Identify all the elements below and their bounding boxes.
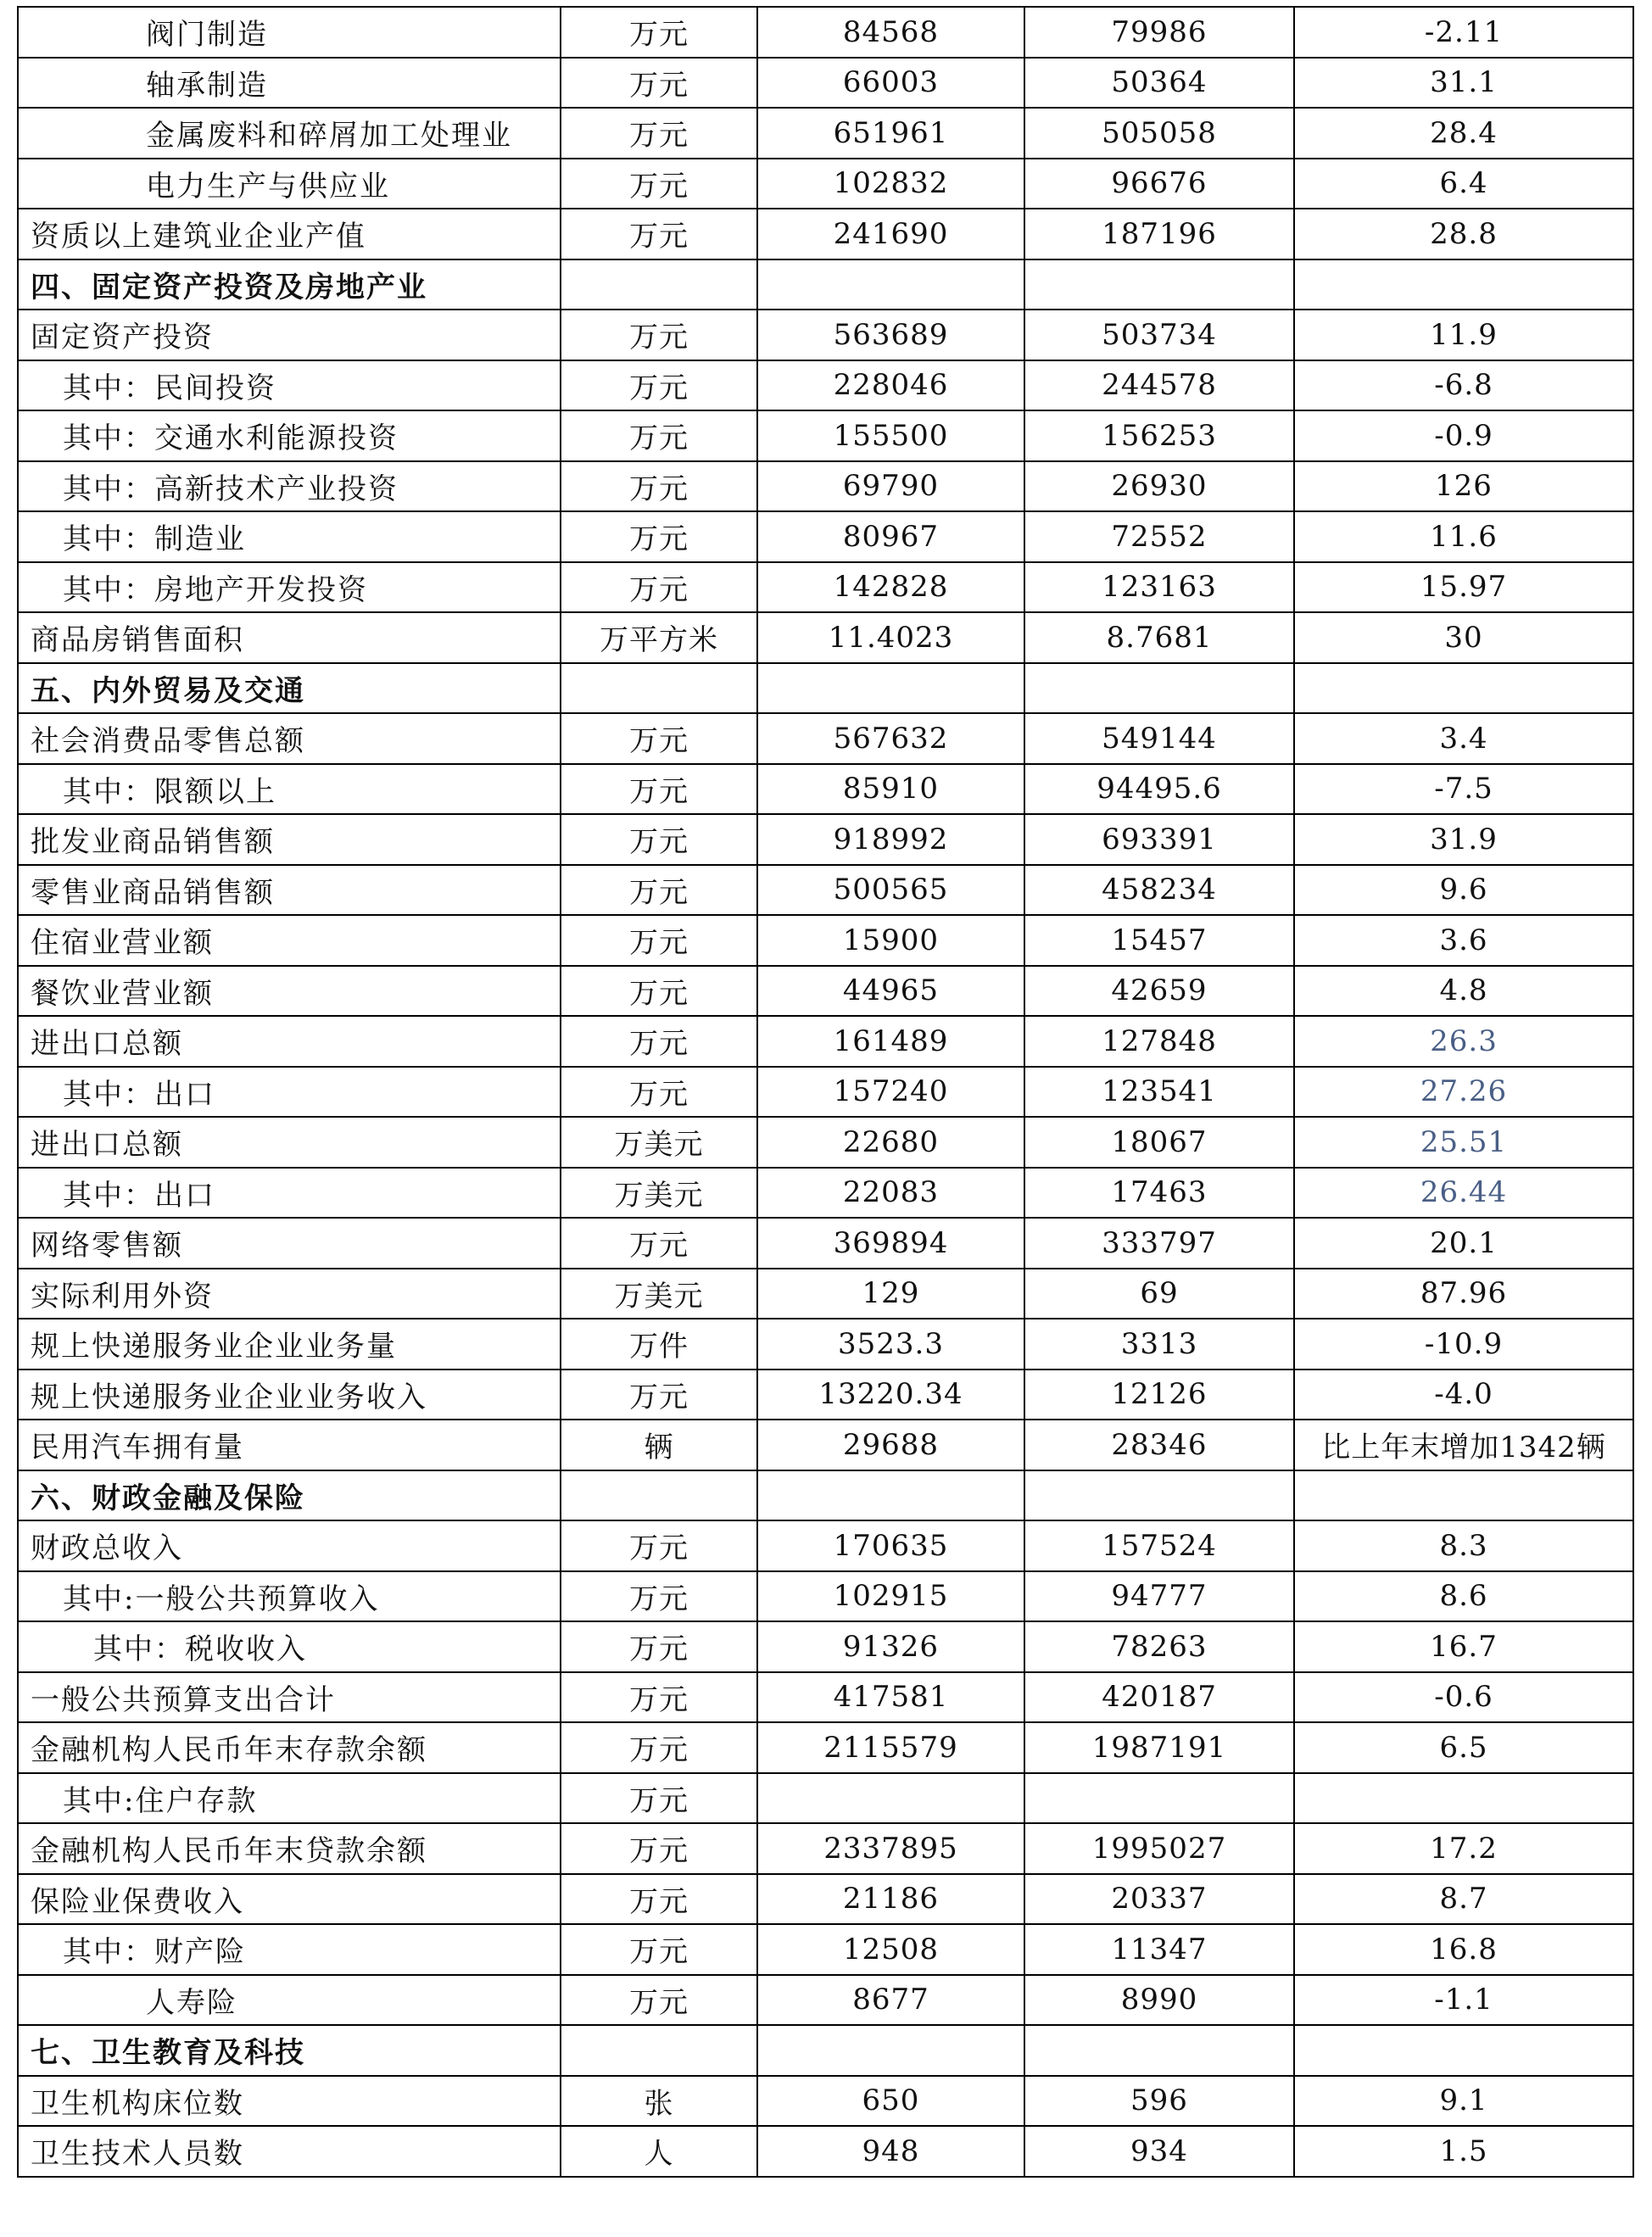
- current-value-cell: 91326: [757, 1621, 1024, 1672]
- previous-value-cell: [1024, 259, 1294, 310]
- current-value-cell: [757, 1773, 1024, 1824]
- row-label: 规上快递服务业企业业务收入: [18, 1370, 561, 1420]
- unit-cell: 万元: [561, 209, 757, 259]
- unit-cell: 万元: [561, 7, 757, 58]
- current-value-cell: 157240: [757, 1067, 1024, 1118]
- table-row: [18, 1420, 1633, 1470]
- previous-value-cell: 549144: [1024, 713, 1294, 764]
- row-label: 六、财政金融及保险: [18, 1470, 561, 1521]
- table-row: [18, 2076, 1633, 2127]
- growth-cell: 6.4: [1294, 159, 1633, 209]
- unit-cell: 万元: [561, 511, 757, 562]
- row-label: 零售业商品销售额: [18, 865, 561, 916]
- row-label: 其中：房地产开发投资: [18, 562, 561, 613]
- table-row: [18, 1117, 1633, 1168]
- growth-cell: 6.5: [1294, 1722, 1633, 1773]
- previous-value-cell: 28346: [1024, 1420, 1294, 1470]
- row-label: 人寿险: [18, 1975, 561, 2026]
- row-label: 四、固定资产投资及房地产业: [18, 259, 561, 310]
- table-row: [18, 2126, 1633, 2177]
- previous-value-cell: 50364: [1024, 58, 1294, 109]
- row-label: 五、内外贸易及交通: [18, 663, 561, 714]
- unit-cell: 万美元: [561, 1269, 757, 1319]
- row-label: 卫生技术人员数: [18, 2126, 561, 2177]
- unit-cell: 万美元: [561, 1117, 757, 1168]
- unit-cell: 万元: [561, 1672, 757, 1723]
- row-label: 金属废料和碎屑加工处理业: [18, 108, 561, 159]
- growth-cell: [1294, 2025, 1633, 2076]
- row-label: 其中:住户存款: [18, 1773, 561, 1824]
- row-label: 阀门制造: [18, 7, 561, 58]
- growth-cell: 26.44: [1294, 1168, 1633, 1219]
- current-value-cell: 11.4023: [757, 612, 1024, 663]
- row-label: 保险业保费收入: [18, 1874, 561, 1925]
- unit-cell: 万元: [561, 1773, 757, 1824]
- current-value-cell: [757, 2025, 1024, 2076]
- current-value-cell: 22083: [757, 1168, 1024, 1219]
- section-header-row: [18, 259, 1633, 310]
- growth-cell: 25.51: [1294, 1117, 1633, 1168]
- table-row: [18, 7, 1633, 58]
- previous-value-cell: 244578: [1024, 360, 1294, 411]
- previous-value-cell: [1024, 663, 1294, 714]
- current-value-cell: 80967: [757, 511, 1024, 562]
- growth-cell: 8.3: [1294, 1520, 1633, 1571]
- unit-cell: 万元: [561, 1067, 757, 1118]
- current-value-cell: 84568: [757, 7, 1024, 58]
- unit-cell: 万美元: [561, 1168, 757, 1219]
- growth-cell: 27.26: [1294, 1067, 1633, 1118]
- table-row: [18, 310, 1633, 360]
- row-label: 住宿业营业额: [18, 915, 561, 966]
- current-value-cell: [757, 663, 1024, 714]
- table-row: [18, 865, 1633, 916]
- current-value-cell: 2337895: [757, 1823, 1024, 1874]
- table-row: [18, 1520, 1633, 1571]
- previous-value-cell: 123163: [1024, 562, 1294, 613]
- unit-cell: 万元: [561, 814, 757, 865]
- table-row: [18, 1672, 1633, 1723]
- unit-cell: 万元: [561, 1571, 757, 1622]
- current-value-cell: 241690: [757, 209, 1024, 259]
- growth-cell: -0.6: [1294, 1672, 1633, 1723]
- unit-cell: 万元: [561, 1520, 757, 1571]
- section-header-row: [18, 663, 1633, 714]
- table-row: [18, 511, 1633, 562]
- table-row: [18, 1218, 1633, 1269]
- growth-cell: 126: [1294, 461, 1633, 512]
- table-row: [18, 915, 1633, 966]
- unit-cell: 万元: [561, 1722, 757, 1773]
- table-row: [18, 1319, 1633, 1370]
- table-row: [18, 1621, 1633, 1672]
- table-row: [18, 1773, 1633, 1824]
- growth-cell: 4.8: [1294, 966, 1633, 1017]
- table-row: [18, 1067, 1633, 1118]
- row-label: 民用汽车拥有量: [18, 1420, 561, 1470]
- unit-cell: 万元: [561, 1975, 757, 2026]
- current-value-cell: 15900: [757, 915, 1024, 966]
- row-label: 餐饮业营业额: [18, 966, 561, 1017]
- row-label: 社会消费品零售总额: [18, 713, 561, 764]
- current-value-cell: 369894: [757, 1218, 1024, 1269]
- previous-value-cell: 693391: [1024, 814, 1294, 865]
- previous-value-cell: 1987191: [1024, 1722, 1294, 1773]
- current-value-cell: 69790: [757, 461, 1024, 512]
- row-label: 其中：交通水利能源投资: [18, 410, 561, 461]
- table-row: [18, 461, 1633, 512]
- current-value-cell: 500565: [757, 865, 1024, 916]
- current-value-cell: [757, 259, 1024, 310]
- previous-value-cell: 11347: [1024, 1924, 1294, 1975]
- previous-value-cell: 15457: [1024, 915, 1294, 966]
- current-value-cell: 8677: [757, 1975, 1024, 2026]
- table-row: [18, 562, 1633, 613]
- table-row: [18, 1571, 1633, 1622]
- unit-cell: 万元: [561, 865, 757, 916]
- unit-cell: 辆: [561, 1420, 757, 1470]
- table-row: [18, 1016, 1633, 1067]
- unit-cell: 万元: [561, 1823, 757, 1874]
- row-label: 资质以上建筑业企业产值: [18, 209, 561, 259]
- table-row: [18, 209, 1633, 259]
- previous-value-cell: 18067: [1024, 1117, 1294, 1168]
- current-value-cell: 948: [757, 2126, 1024, 2177]
- current-value-cell: 44965: [757, 966, 1024, 1017]
- growth-cell: -10.9: [1294, 1319, 1633, 1370]
- current-value-cell: 85910: [757, 764, 1024, 815]
- growth-cell: 8.6: [1294, 1571, 1633, 1622]
- growth-cell: 3.4: [1294, 713, 1633, 764]
- growth-cell: 8.7: [1294, 1874, 1633, 1925]
- previous-value-cell: 3313: [1024, 1319, 1294, 1370]
- table-row: [18, 1975, 1633, 2026]
- statistics-table: [17, 6, 1634, 2178]
- current-value-cell: 3523.3: [757, 1319, 1024, 1370]
- growth-cell: -7.5: [1294, 764, 1633, 815]
- table-row: [18, 108, 1633, 159]
- table-row: [18, 814, 1633, 865]
- table-row: [18, 1874, 1633, 1925]
- table-row: [18, 966, 1633, 1017]
- growth-cell: 比上年末增加1342辆: [1294, 1420, 1633, 1470]
- current-value-cell: 102832: [757, 159, 1024, 209]
- row-label: 金融机构人民币年末存款余额: [18, 1722, 561, 1773]
- growth-cell: 26.3: [1294, 1016, 1633, 1067]
- previous-value-cell: 94777: [1024, 1571, 1294, 1622]
- current-value-cell: 66003: [757, 58, 1024, 109]
- table-row: [18, 410, 1633, 461]
- growth-cell: 9.1: [1294, 2076, 1633, 2127]
- table-row: [18, 612, 1633, 663]
- previous-value-cell: 12126: [1024, 1370, 1294, 1420]
- growth-cell: 16.8: [1294, 1924, 1633, 1975]
- previous-value-cell: 8990: [1024, 1975, 1294, 2026]
- row-label: 轴承制造: [18, 58, 561, 109]
- unit-cell: 万元: [561, 360, 757, 411]
- row-label: 批发业商品销售额: [18, 814, 561, 865]
- previous-value-cell: 94495.6: [1024, 764, 1294, 815]
- unit-cell: 万元: [561, 108, 757, 159]
- previous-value-cell: 8.7681: [1024, 612, 1294, 663]
- unit-cell: 万元: [561, 915, 757, 966]
- previous-value-cell: 123541: [1024, 1067, 1294, 1118]
- unit-cell: 万元: [561, 562, 757, 613]
- growth-cell: -2.11: [1294, 7, 1633, 58]
- previous-value-cell: [1024, 1470, 1294, 1521]
- previous-value-cell: 1995027: [1024, 1823, 1294, 1874]
- unit-cell: 万元: [561, 1370, 757, 1420]
- unit-cell: [561, 1470, 757, 1521]
- row-label: 进出口总额: [18, 1016, 561, 1067]
- current-value-cell: 2115579: [757, 1722, 1024, 1773]
- table-row: [18, 1924, 1633, 1975]
- current-value-cell: 22680: [757, 1117, 1024, 1168]
- row-label: 电力生产与供应业: [18, 159, 561, 209]
- current-value-cell: 567632: [757, 713, 1024, 764]
- growth-cell: 3.6: [1294, 915, 1633, 966]
- previous-value-cell: 79986: [1024, 7, 1294, 58]
- current-value-cell: 21186: [757, 1874, 1024, 1925]
- unit-cell: 万元: [561, 1874, 757, 1925]
- row-label: 其中：出口: [18, 1168, 561, 1219]
- previous-value-cell: 17463: [1024, 1168, 1294, 1219]
- row-label: 卫生机构床位数: [18, 2076, 561, 2127]
- growth-cell: -6.8: [1294, 360, 1633, 411]
- table-row: [18, 764, 1633, 815]
- growth-cell: 16.7: [1294, 1621, 1633, 1672]
- unit-cell: 人: [561, 2126, 757, 2177]
- growth-cell: 17.2: [1294, 1823, 1633, 1874]
- row-label: 金融机构人民币年末贷款余额: [18, 1823, 561, 1874]
- growth-cell: 28.8: [1294, 209, 1633, 259]
- growth-cell: [1294, 259, 1633, 310]
- table-row: [18, 1823, 1633, 1874]
- current-value-cell: 142828: [757, 562, 1024, 613]
- row-label: 财政总收入: [18, 1520, 561, 1571]
- current-value-cell: 417581: [757, 1672, 1024, 1723]
- growth-cell: 30: [1294, 612, 1633, 663]
- previous-value-cell: [1024, 2025, 1294, 2076]
- growth-cell: -1.1: [1294, 1975, 1633, 2026]
- growth-cell: 31.9: [1294, 814, 1633, 865]
- row-label: 一般公共预算支出合计: [18, 1672, 561, 1723]
- table-row: [18, 1168, 1633, 1219]
- row-label: 固定资产投资: [18, 310, 561, 360]
- table-row: [18, 1370, 1633, 1420]
- previous-value-cell: 333797: [1024, 1218, 1294, 1269]
- unit-cell: 万元: [561, 58, 757, 109]
- row-label: 进出口总额: [18, 1117, 561, 1168]
- current-value-cell: 563689: [757, 310, 1024, 360]
- row-label: 其中：民间投资: [18, 360, 561, 411]
- unit-cell: 万元: [561, 713, 757, 764]
- unit-cell: 万元: [561, 461, 757, 512]
- current-value-cell: 651961: [757, 108, 1024, 159]
- current-value-cell: [757, 1470, 1024, 1521]
- table-row: [18, 159, 1633, 209]
- previous-value-cell: 156253: [1024, 410, 1294, 461]
- row-label: 七、卫生教育及科技: [18, 2025, 561, 2076]
- row-label: 实际利用外资: [18, 1269, 561, 1319]
- previous-value-cell: 458234: [1024, 865, 1294, 916]
- unit-cell: 万平方米: [561, 612, 757, 663]
- growth-cell: -0.9: [1294, 410, 1633, 461]
- current-value-cell: 102915: [757, 1571, 1024, 1622]
- previous-value-cell: 505058: [1024, 108, 1294, 159]
- current-value-cell: 155500: [757, 410, 1024, 461]
- current-value-cell: 13220.34: [757, 1370, 1024, 1420]
- previous-value-cell: 78263: [1024, 1621, 1294, 1672]
- current-value-cell: 650: [757, 2076, 1024, 2127]
- growth-cell: 11.6: [1294, 511, 1633, 562]
- unit-cell: 万件: [561, 1319, 757, 1370]
- unit-cell: 万元: [561, 410, 757, 461]
- unit-cell: 万元: [561, 1621, 757, 1672]
- row-label: 其中：出口: [18, 1067, 561, 1118]
- current-value-cell: 129: [757, 1269, 1024, 1319]
- growth-cell: [1294, 663, 1633, 714]
- table-body: [18, 7, 1633, 2177]
- unit-cell: [561, 663, 757, 714]
- current-value-cell: 161489: [757, 1016, 1024, 1067]
- table-row: [18, 1722, 1633, 1773]
- previous-value-cell: 157524: [1024, 1520, 1294, 1571]
- current-value-cell: 228046: [757, 360, 1024, 411]
- growth-cell: 1.5: [1294, 2126, 1633, 2177]
- previous-value-cell: [1024, 1773, 1294, 1824]
- table-row: [18, 58, 1633, 109]
- table-row: [18, 1269, 1633, 1319]
- section-header-row: [18, 2025, 1633, 2076]
- growth-cell: -4.0: [1294, 1370, 1633, 1420]
- growth-cell: [1294, 1773, 1633, 1824]
- previous-value-cell: 420187: [1024, 1672, 1294, 1723]
- table-row: [18, 713, 1633, 764]
- previous-value-cell: 127848: [1024, 1016, 1294, 1067]
- table-row: [18, 360, 1633, 411]
- growth-cell: 31.1: [1294, 58, 1633, 109]
- growth-cell: 15.97: [1294, 562, 1633, 613]
- previous-value-cell: 503734: [1024, 310, 1294, 360]
- row-label: 其中：税收收入: [18, 1621, 561, 1672]
- current-value-cell: 918992: [757, 814, 1024, 865]
- previous-value-cell: 42659: [1024, 966, 1294, 1017]
- growth-cell: 87.96: [1294, 1269, 1633, 1319]
- growth-cell: 9.6: [1294, 865, 1633, 916]
- unit-cell: 万元: [561, 966, 757, 1017]
- unit-cell: 万元: [561, 1218, 757, 1269]
- current-value-cell: 29688: [757, 1420, 1024, 1470]
- unit-cell: [561, 2025, 757, 2076]
- unit-cell: 万元: [561, 310, 757, 360]
- row-label: 其中：制造业: [18, 511, 561, 562]
- previous-value-cell: 69: [1024, 1269, 1294, 1319]
- previous-value-cell: 72552: [1024, 511, 1294, 562]
- row-label: 商品房销售面积: [18, 612, 561, 663]
- row-label: 其中：限额以上: [18, 764, 561, 815]
- previous-value-cell: 20337: [1024, 1874, 1294, 1925]
- previous-value-cell: 96676: [1024, 159, 1294, 209]
- row-label: 规上快递服务业企业业务量: [18, 1319, 561, 1370]
- previous-value-cell: 596: [1024, 2076, 1294, 2127]
- row-label: 网络零售额: [18, 1218, 561, 1269]
- unit-cell: 万元: [561, 1924, 757, 1975]
- previous-value-cell: 934: [1024, 2126, 1294, 2177]
- previous-value-cell: 26930: [1024, 461, 1294, 512]
- growth-cell: 11.9: [1294, 310, 1633, 360]
- section-header-row: [18, 1470, 1633, 1521]
- growth-cell: [1294, 1470, 1633, 1521]
- previous-value-cell: 187196: [1024, 209, 1294, 259]
- unit-cell: [561, 259, 757, 310]
- growth-cell: 20.1: [1294, 1218, 1633, 1269]
- row-label: 其中:一般公共预算收入: [18, 1571, 561, 1622]
- growth-cell: 28.4: [1294, 108, 1633, 159]
- current-value-cell: 12508: [757, 1924, 1024, 1975]
- unit-cell: 万元: [561, 764, 757, 815]
- unit-cell: 万元: [561, 159, 757, 209]
- unit-cell: 万元: [561, 1016, 757, 1067]
- row-label: 其中：财产险: [18, 1924, 561, 1975]
- current-value-cell: 170635: [757, 1520, 1024, 1571]
- unit-cell: 张: [561, 2076, 757, 2127]
- row-label: 其中：高新技术产业投资: [18, 461, 561, 512]
